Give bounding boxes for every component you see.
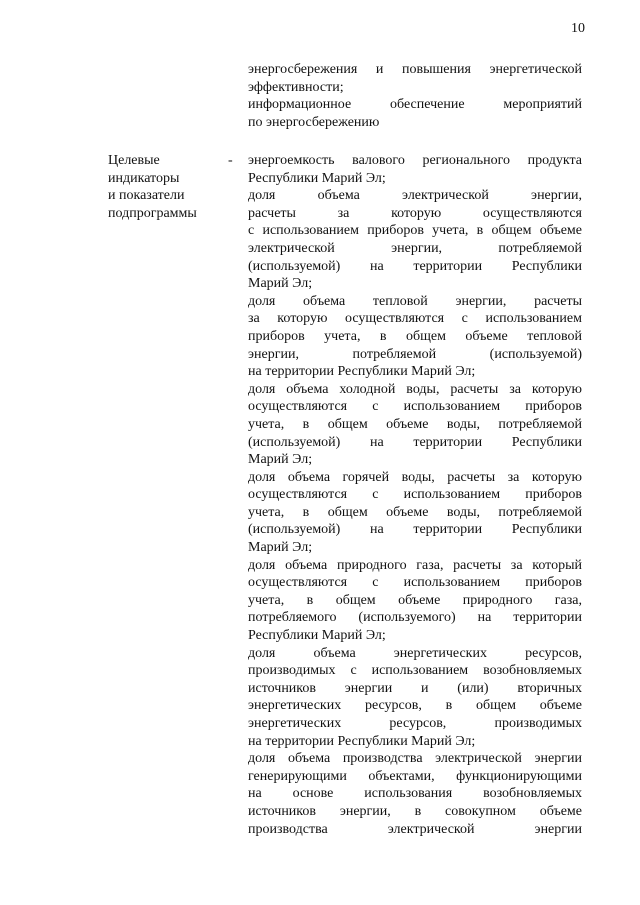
intro-line: энергосбережения и повышения энергетической xyxy=(248,62,582,77)
intro-line: информационное обеспечение мероприятий xyxy=(248,97,582,113)
indicator-line: потребляемого (используемого) на территории xyxy=(248,610,582,626)
indicator-line: доля объема производства электрической энергии xyxy=(248,751,582,767)
indicator-line: источников энергии и (или) вторичных xyxy=(248,680,582,696)
section-label-line: Целевые xyxy=(108,153,160,168)
indicator-line: генерирующими объектами, функционирующими xyxy=(248,768,582,784)
indicator-line: энергетических ресурсов, производимых xyxy=(248,716,582,731)
intro-line: по энергосбережению xyxy=(248,114,380,130)
indicator-line: энергетических ресурсов, в общем объеме xyxy=(248,698,582,714)
label-dash: - xyxy=(228,153,233,168)
indicator-line: энергоемкость валового регионального продукта xyxy=(248,153,582,168)
indicator-line: производства электрической энергии xyxy=(248,821,582,837)
section-label xyxy=(108,152,228,222)
indicator-line: Республики Марий Эл; xyxy=(248,170,386,186)
indicator-line: на территории Республики Марий Эл; xyxy=(248,364,476,380)
indicator-line: за которую осуществляются с использованием xyxy=(248,311,582,327)
indicator-line: доля объема горячей воды, расчеты за которую xyxy=(248,469,582,485)
indicator-line: доля объема энергетических ресурсов, xyxy=(248,645,582,661)
indicator-line: (используемой) на территории Республики xyxy=(248,434,582,450)
indicator-line: осуществляются с использованием приборов xyxy=(248,399,582,415)
indicator-line: доля объема тепловой энергии, расчеты xyxy=(248,293,582,309)
indicator-line: доля объема холодной воды, расчеты за которую xyxy=(248,381,582,397)
indicator-line: учета, в общем объеме природного газа, xyxy=(248,592,582,608)
indicator-line: учета, в общем объеме воды, потребляемой xyxy=(248,416,582,432)
section-label-line: и показатели xyxy=(108,188,185,204)
indicator-line: осуществляются с использованием приборов xyxy=(248,487,582,503)
indicator-line: (используемой) на территории Республики xyxy=(248,522,582,538)
section-label-line: индикаторы xyxy=(108,170,180,186)
intro-line: эффективности; xyxy=(248,79,344,95)
section-label-line: подпрограммы xyxy=(108,205,197,221)
indicator-line: (используемой) на территории Республики xyxy=(248,258,582,274)
indicator-line: энергии, потребляемой (используемой) xyxy=(248,346,582,362)
indicator-line: доля объема электрической энергии, xyxy=(248,188,582,204)
indicator-line: Марий Эл; xyxy=(248,540,313,556)
indicator-line: доля объема природного газа, расчеты за который xyxy=(248,557,582,573)
indicator-line: производимых с использованием возобновляемых xyxy=(248,663,582,679)
intro-text xyxy=(248,61,582,131)
page-number: 10 xyxy=(571,21,585,36)
indicator-line: на основе использования возобновляемых xyxy=(248,786,582,802)
indicator-line: электрической энергии, потребляемой xyxy=(248,240,582,256)
indicator-line: учета, в общем объеме воды, потребляемой xyxy=(248,504,582,520)
indicator-line: источников энергии, в совокупном объеме xyxy=(248,803,582,819)
indicator-line: Марий Эл; xyxy=(248,276,313,292)
indicator-line: с использованием приборов учета, в общем объеме xyxy=(248,223,582,239)
indicator-line: Марий Эл; xyxy=(248,452,313,468)
indicator-line: Республики Марий Эл; xyxy=(248,628,386,644)
indicator-line: на территории Республики Марий Эл; xyxy=(248,733,476,749)
indicator-line: расчеты за которую осуществляются xyxy=(248,205,582,221)
indicator-line: приборов учета, в общем объеме тепловой xyxy=(248,328,582,344)
indicator-line: осуществляются с использованием приборов xyxy=(248,575,582,591)
indicators-text xyxy=(248,152,582,838)
